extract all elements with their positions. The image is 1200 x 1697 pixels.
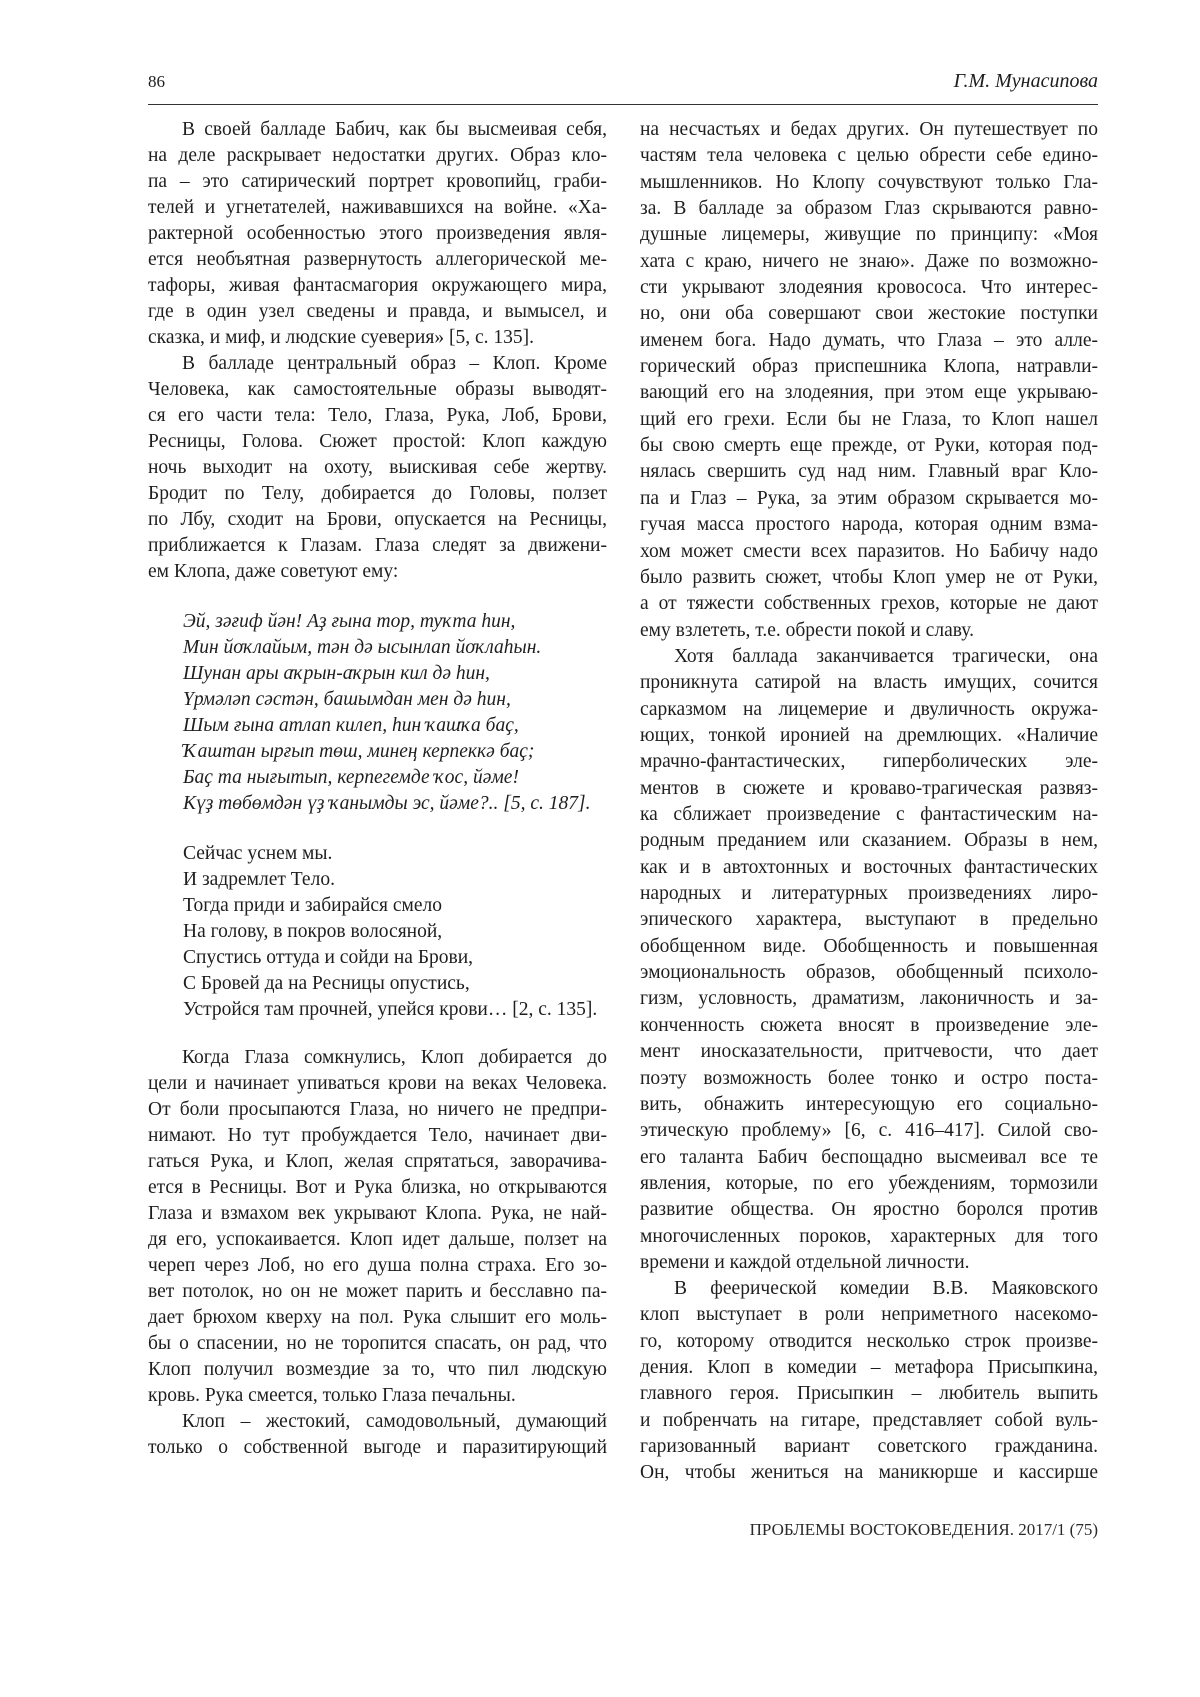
verse-line: Ҡаштан ырғып төш, минең керпеккә баҫ; — [183, 741, 535, 762]
text-line: па и Глаз – Рука, за этим образом скрывается мо- — [640, 487, 1098, 509]
text-line: этическую проблему» [6, с. 416–417]. Силой сво- — [640, 1120, 1098, 1142]
text-line: нимают. Но тут пробуждается Тело, начинает дви- — [148, 1125, 607, 1146]
paragraph — [640, 117, 1098, 644]
text-line: Хотя баллада заканчивается трагически, она — [674, 646, 1098, 667]
text-line: мрачно-фантастических, гиперболических эле- — [640, 751, 1098, 773]
text-line: ночь выходит на охоту, выискивая себе жертву. — [148, 457, 607, 478]
text-line: кровь. Рука смеется, только Глаза печальны. — [148, 1385, 516, 1406]
text-line: го, которому отводится несколько строк произве- — [640, 1330, 1098, 1352]
text-line: народных и литературных произведениях лиро- — [640, 883, 1098, 905]
text-line: гучая масса простого народа, которая одним взма- — [640, 514, 1098, 536]
text-line: Глаза и взмахом век укрывают Клопа. Рука, не най- — [148, 1203, 607, 1224]
verse-line: На голову, в покров волосяной, — [183, 921, 443, 942]
text-line: а от тяжести собственных грехов, которые не дают — [640, 593, 1098, 615]
text-line: вет потолок, но он не может парить и бесславно па- — [148, 1281, 607, 1302]
verse-line: Шым ғына атлап килеп, һин ҡашҡа баҫ, — [183, 715, 519, 736]
verse-line: Үрмәләп сәстән, башымдан мен дә һин, — [183, 689, 511, 710]
text-line: конченность сюжета вносят в произведение эле- — [640, 1014, 1098, 1036]
text-line: ментов в сюжете и кроваво-трагическая развяз- — [640, 777, 1098, 799]
text-line: ка сближает произведение с фантастическим на- — [640, 804, 1098, 826]
text-line: нялась свершить суд над ним. Главный враг Кло- — [640, 461, 1098, 483]
verse-line: Шунан ары аҡрын-аҡрын кил дә һин, — [183, 663, 490, 684]
verse-original — [148, 609, 607, 817]
paragraph — [640, 1276, 1098, 1487]
text-line: за. В балладе за образом Глаз скрываются равно- — [640, 198, 1098, 220]
verse-line: Баҫ та нығытып, керпегемде ҡос, йәме! — [183, 767, 519, 788]
text-line: От боли просыпаются Глаза, но ничего не предпри- — [148, 1099, 607, 1120]
verse-translation — [148, 841, 607, 1023]
verse-line: Күҙ төбөмдән үҙ ҡанымды эс, йәме?.. [5, с. 187]. — [183, 793, 591, 814]
text-line: ем Клопа, даже советуют ему: — [148, 561, 399, 582]
page-number: 86 — [148, 72, 165, 91]
text-line: на несчастьях и бедах других. Он путешествует по — [640, 119, 1098, 140]
text-line: поэту возможность более тонко и остро поста- — [640, 1067, 1098, 1089]
text-line: ется необъятная развернутость аллегорической ме- — [148, 249, 607, 270]
text-line: сказка, и миф, и людские суеверия» [5, с. 135]. — [148, 327, 534, 348]
verse-line: С Бровей да на Ресницы опустись, — [183, 973, 470, 994]
text-line: но, они оба совершают свои жестокие поступки — [640, 303, 1098, 325]
text-line: телей и угнетателей, наживавшихся на войне. «Ха- — [148, 197, 607, 218]
text-line: рактерной особенностью этого произведения явля- — [148, 223, 607, 244]
journal-footer: ПРОБЛЕМЫ ВОСТОКОВЕДЕНИЯ. 2017/1 (75) — [749, 1520, 1098, 1539]
text-line: тафоры, живая фантасмагория окружающего мира, — [148, 275, 607, 296]
text-line: череп через Лоб, но его душа полна страха. Его зо- — [148, 1255, 607, 1276]
text-line: Бродит по Телу, добирается до Головы, ползет — [148, 483, 607, 504]
text-line: горический образ приспешника Клопа, натравли- — [640, 356, 1098, 378]
paragraph — [148, 117, 607, 351]
text-line: его таланта Бабич беспощадно высмеивал все те — [640, 1146, 1098, 1168]
text-line: Ресницы, Голова. Сюжет простой: Клоп каждую — [148, 431, 607, 452]
text-line: именем бога. Надо думать, что Глаза – это алле- — [640, 329, 1098, 351]
text-line: гаризованный вариант советского гражданина. — [640, 1436, 1098, 1458]
text-line: по Лбу, сходит на Брови, опускается на Ресницы, — [148, 509, 607, 530]
text-line: Клоп – жестокий, самодовольный, думающий — [182, 1411, 607, 1432]
text-line: цели и начинает упиваться крови на веках Человека. — [148, 1073, 607, 1094]
text-line: частям тела человека с целью обрести себе едино- — [640, 145, 1098, 167]
verse-line: Эй, зәғиф йән! Аҙ ғына тор, туҡта һин, — [183, 611, 516, 632]
text-line: Клоп получил возмездие за то, что пил людскую — [148, 1359, 607, 1380]
text-line: дает брюхом кверху на пол. Рука слышит его моль- — [148, 1307, 607, 1328]
text-line: родным преданием или сказанием. Образы в нем, — [640, 830, 1098, 852]
text-line: времени и каждой отдельной личности. — [640, 1251, 970, 1273]
text-line: Когда Глаза сомкнулись, Клоп добирается до — [182, 1047, 607, 1068]
paragraph — [148, 351, 607, 585]
running-head-author: Г.М. Мунасипова — [953, 70, 1098, 92]
text-line: клоп выступает в роли неприметного насекомо- — [640, 1304, 1098, 1326]
text-line: хата с краю, ничего не знаю». Даже по возможно- — [640, 250, 1098, 272]
text-line: В балладе центральный образ – Клоп. Кроме — [182, 353, 607, 374]
text-line: эмоциональность образов, обобщенный психоло- — [640, 962, 1098, 984]
text-line: сарказмом на лицемерие и двуличность окружа- — [640, 698, 1098, 720]
text-line: явления, которые, по его убеждениям, тормозили — [640, 1172, 1098, 1194]
text-line: душные лицемеры, живущие по принципу: «Моя — [640, 224, 1098, 246]
text-line: как и в автохтонных и восточных фантастических — [640, 856, 1098, 878]
text-line: Он, чтобы жениться на маникюрше и кассирше — [640, 1462, 1098, 1484]
text-line: вить, обнажить интересующую его социально- — [640, 1093, 1098, 1115]
text-line: только о собственной выгоде и паразитирующий — [148, 1437, 607, 1458]
text-line: мент иносказательности, притчевости, что дает — [640, 1041, 1098, 1063]
text-line: развитие общества. Он яростно боролся против — [640, 1199, 1098, 1221]
text-line: дения. Клоп в комедии – метафора Присыпкина, — [640, 1357, 1098, 1379]
verse-line: Тогда приди и забирайся смело — [183, 895, 443, 916]
text-line: приближается к Глазам. Глаза следят за движени- — [148, 535, 607, 556]
text-line: и побренчать на гитаре, представляет собой вуль- — [640, 1409, 1098, 1431]
text-line: сти укрывают злодеяния кровососа. Что интерес- — [640, 277, 1098, 299]
verse-line: Мин йоҡлайым, тән дә ысынлап йоҡлаһын. — [183, 637, 542, 658]
text-line: В своей балладе Бабич, как бы высмеивая себя, — [182, 119, 607, 140]
text-line: Человека, как самостоятельные образы выводят- — [148, 379, 607, 400]
text-line: вающий его на злодеяния, при этом еще укрываю- — [640, 382, 1098, 404]
text-line: где в один узел сведены и правда, и вымысел, и — [148, 301, 607, 322]
text-line: щий его грехи. Если бы не Глаза, то Клоп нашел — [640, 408, 1098, 430]
text-line: эпического характера, выступают в предельно — [640, 909, 1098, 931]
paragraph — [148, 1409, 607, 1461]
paragraph — [148, 1045, 607, 1409]
text-line: В феерической комедии В.В. Маяковского — [674, 1278, 1098, 1299]
text-line: обобщенном виде. Обобщенность и повышенная — [640, 935, 1098, 957]
text-line: главного героя. Присыпкин – любитель выпить — [640, 1383, 1098, 1405]
verse-line: Устройся там прочней, упейся крови… [2, с. 135]. — [183, 999, 598, 1020]
text-line: гизм, условность, драматизм, лаконичность и за- — [640, 988, 1098, 1010]
text-line: ему взлететь, т.е. обрести покой и славу. — [640, 619, 974, 641]
text-line: хом может смести всех паразитов. Но Бабичу надо — [640, 540, 1098, 562]
verse-line: Спустись оттуда и сойди на Брови, — [183, 947, 474, 968]
text-line: ся его части тела: Тело, Глаза, Рука, Лоб, Брови, — [148, 405, 607, 426]
verse-line: Сейчас уснем мы. — [183, 843, 333, 864]
text-line: мышленников. Но Клопу сочувствуют только Гла- — [640, 171, 1098, 193]
text-line: ющих, тонкой иронией на дремлющих. «Наличие — [640, 725, 1098, 747]
text-line: гаться Рука, и Клоп, желая спрятаться, заворачива- — [148, 1151, 607, 1172]
text-line: на деле раскрывает недостатки других. Образ кло- — [148, 145, 607, 166]
paragraph — [640, 644, 1098, 1276]
text-line: дя его, успокаивается. Клоп идет дальше, ползет на — [148, 1229, 607, 1250]
header-rule — [148, 104, 1098, 105]
text-line: па – это сатирический портрет кровопийц, граби- — [148, 171, 607, 192]
text-line: бы о спасении, но не торопится спасать, он рад, что — [148, 1333, 607, 1354]
text-line: многочисленных пороков, характерных для того — [640, 1225, 1098, 1247]
text-line: ется в Ресницы. Вот и Рука близка, но открываются — [148, 1177, 607, 1198]
text-line: проникнута сатирой на власть имущих, сочится — [640, 672, 1098, 694]
verse-line: И задремлет Тело. — [183, 869, 335, 890]
text-line: бы свою смерть еще прежде, от Руки, которая под- — [640, 435, 1098, 457]
text-line: было развить сюжет, чтобы Клоп умер не от Руки, — [640, 566, 1098, 588]
